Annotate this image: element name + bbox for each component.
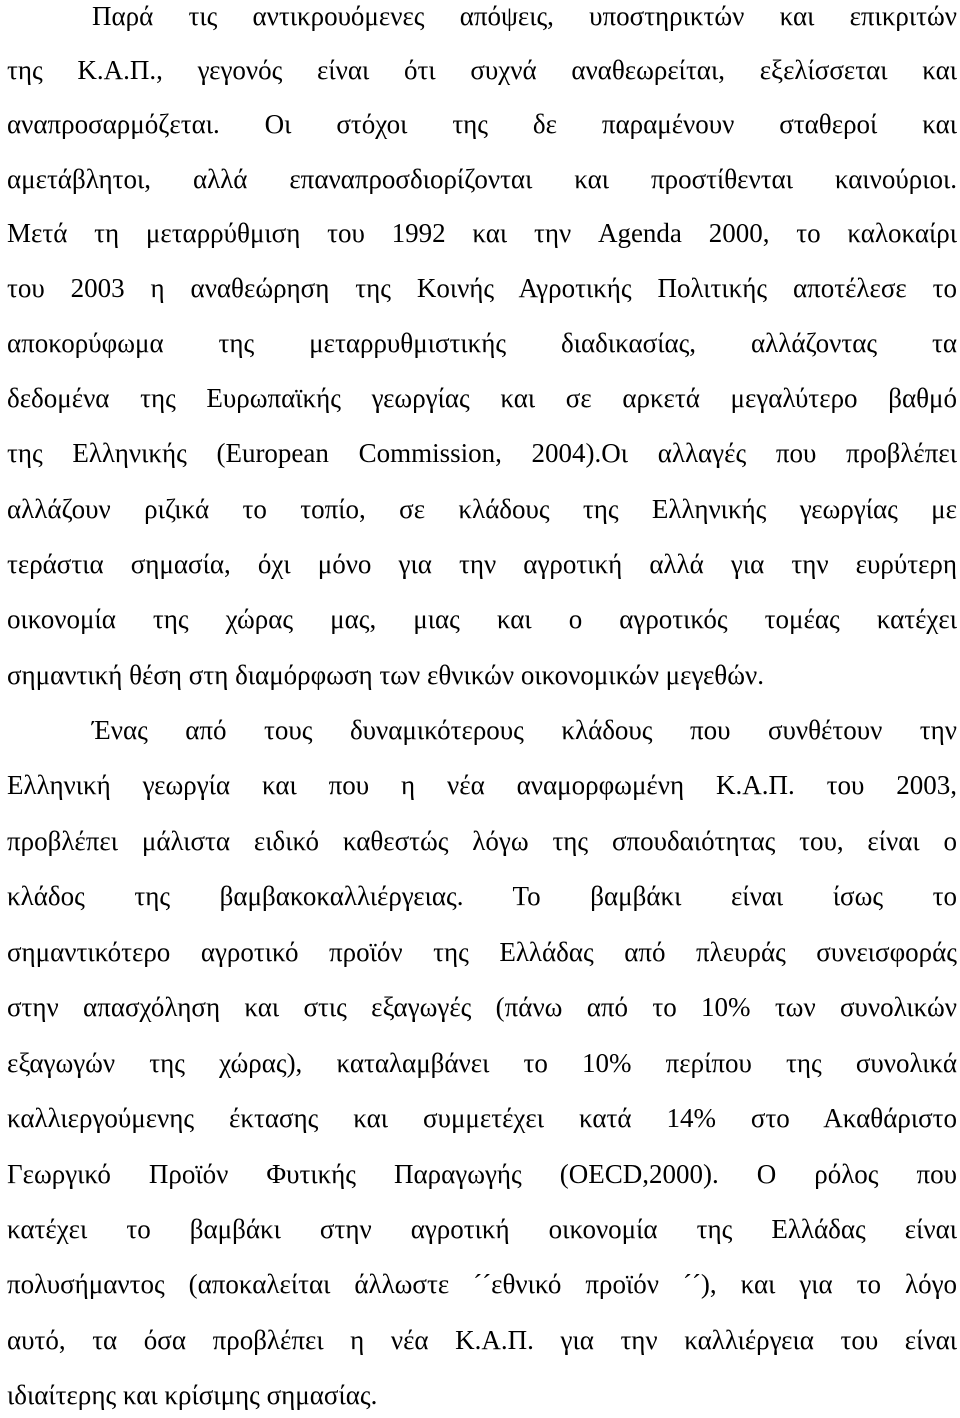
text-line-11: τεράστια σημασία, όχι μόνο για την αγροτική αλλά για την ευρύτερη [7,549,957,579]
text-line-16: προβλέπει μάλιστα ειδικό καθεστώς λόγω της σπουδαιότητας του, είναι ο [7,826,957,856]
text-line-23: κατέχει το βαμβάκι στην αγροτική οικονομία της Ελλάδας είναι [7,1214,957,1244]
text-line-5: Μετά τη μεταρρύθμιση του 1992 και την Agenda 2000, το καλοκαίρι [7,218,957,248]
text-line-17: κλάδος της βαμβακοκαλλιέργειας. Το βαμβάκι είναι ίσως το [7,881,957,911]
text-line-21: καλλιεργούμενης έκτασης και συμμετέχει κατά 14% στο Ακαθάριστο [7,1103,957,1133]
text-line-10: αλλάζουν ριζικά το τοπίο, σε κλάδους της Ελληνικής γεωργίας με [7,494,957,524]
text-line-14: Ένας από τους δυναμικότερους κλάδους που συνθέτουν την [92,715,957,745]
text-line-19: στην απασχόληση και στις εξαγωγές (πάνω από το 10% των συνολικών [7,992,957,1022]
text-line-8: δεδομένα της Ευρωπαϊκής γεωργίας και σε αρκετά μεγαλύτερο βαθμό [7,383,957,413]
text-line-13: σημαντική θέση στη διαμόρφωση των εθνικών οικονομικών μεγεθών. [7,660,764,690]
text-line-7: αποκορύφωμα της μεταρρυθμιστικής διαδικασίας, αλλάζοντας τα [7,328,957,358]
text-line-3: αναπροσαρμόζεται. Οι στόχοι της δε παραμένουν σταθεροί και [7,109,957,139]
text-line-15: Ελληνική γεωργία και που η νέα αναμορφωμένη Κ.Α.Π. του 2003, [7,770,957,800]
text-line-18: σημαντικότερο αγροτικό προϊόν της Ελλάδας από πλευράς συνεισφοράς [7,937,957,967]
text-line-2: της Κ.Α.Π., γεγονός είναι ότι συχνά αναθεωρείται, εξελίσσεται και [7,55,957,85]
text-line-22: Γεωργικό Προϊόν Φυτικής Παραγωγής (OECD,2000). Ο ρόλος που [7,1159,957,1189]
text-line-6: του 2003 η αναθεώρηση της Κοινής Αγροτικής Πολιτικής αποτέλεσε το [7,273,957,303]
text-line-4: αμετάβλητοι, αλλά επαναπροσδιορίζονται και προστίθενται καινούριοι. [7,164,957,194]
text-line-9: της Ελληνικής (European Commission, 2004).Οι αλλαγές που προβλέπει [7,438,957,468]
text-line-26: ιδιαίτερης και κρίσιμης σημασίας. [7,1380,378,1410]
text-line-12: οικονομία της χώρας μας, μιας και ο αγροτικός τομέας κατέχει [7,604,957,634]
text-line-1: Παρά τις αντικρουόμενες απόψεις, υποστηρικτών και επικριτών [92,1,957,31]
text-line-24: πολυσήμαντος (αποκαλείται άλλωστε ´´εθνικό προϊόν ´´), και για το λόγο [7,1269,957,1299]
text-line-25: αυτό, τα όσα προβλέπει η νέα Κ.Α.Π. για την καλλιέργεια του είναι [7,1325,957,1355]
text-line-20: εξαγωγών της χώρας), καταλαμβάνει το 10% περίπου της συνολικά [7,1048,957,1078]
